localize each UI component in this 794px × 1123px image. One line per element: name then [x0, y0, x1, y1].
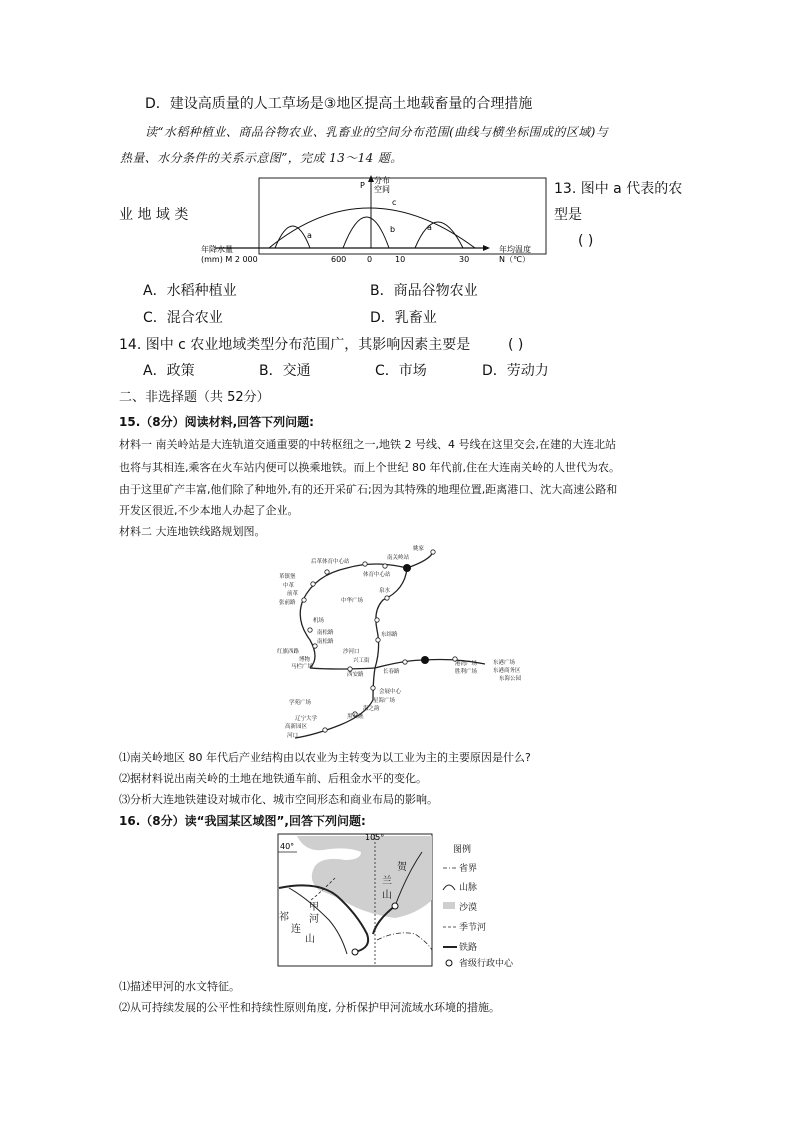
station-label: 中革 — [283, 583, 295, 589]
chart-tick-600: 600 — [331, 255, 347, 264]
lat-label: 40° — [280, 842, 295, 851]
station-dot — [348, 667, 352, 671]
station-dot — [385, 596, 389, 600]
q13-14-intro-line1: 读“水稻种植业、商品谷物农业、乳畜业的空间分布范围(曲线与横坐标围成的区域)与 — [145, 125, 609, 139]
station-dot — [308, 628, 312, 632]
q14-stem: 14. 图中 c 农业地域类型分布范围广，其影响因素主要是 — [119, 337, 471, 353]
place-label: 兰 — [382, 876, 392, 887]
q16-head: 16.（8分）读“我国某区域图”,回答下列问题: — [119, 814, 366, 828]
station-label: 机场 — [313, 618, 325, 624]
q13-stem-part1: 13. 图中 a 代表的农 — [554, 181, 683, 197]
station-label: 东港商务区 — [493, 668, 521, 674]
chart-tick-10: 10 — [395, 255, 406, 264]
station-dot — [403, 660, 407, 664]
legend-mountain-icon — [443, 885, 455, 890]
q15-question-3: ⑶分析大连地铁建设对城市化、城市空间形态和商业布局的影响。 — [119, 793, 438, 806]
q14-option-b: B．交通 — [259, 363, 311, 379]
station-label: 港湾广场 — [455, 661, 478, 667]
dalian-metro-map — [255, 540, 545, 745]
q14-option-c: C．市场 — [375, 363, 427, 379]
station-label: 姚家 — [413, 546, 425, 552]
q12-option-d: D．建设高质量的人工草场是③地区提高土地载畜量的合理措施 — [145, 96, 533, 112]
station-label: 兴工街 — [353, 658, 370, 664]
station-dot — [375, 618, 379, 622]
chart-p-label: P — [360, 181, 365, 190]
chart-right-label-2: N（℃） — [499, 255, 530, 264]
station-label: 红旗西路 — [277, 649, 300, 655]
q13-option-d: D．乳畜业 — [370, 310, 437, 326]
station-label: 沙河口 — [343, 649, 360, 655]
station-label: 辽宁大学 — [295, 716, 318, 722]
chart-tick-30: 30 — [459, 255, 470, 264]
station-dot — [376, 638, 380, 642]
station-label: 高新园区 — [285, 724, 308, 730]
station-label: 南松路 — [317, 639, 334, 645]
place-label: 贺 — [397, 862, 407, 873]
station-label: 星海广场 — [373, 698, 396, 704]
station-dot — [371, 686, 375, 690]
q13-option-c: C．混合农业 — [143, 310, 223, 326]
place-label: 山 — [305, 934, 315, 945]
station-label: 东港广场 — [493, 660, 516, 666]
station-dot — [363, 562, 367, 566]
station-dot — [383, 564, 387, 568]
legend-item: 铁路 — [459, 943, 478, 953]
station-label: 体育中心站 — [363, 572, 391, 578]
station-dot — [323, 728, 327, 732]
station-label: 东纬路 — [381, 632, 398, 638]
legend-item: 省界 — [459, 864, 478, 874]
q13-option-a: A．水稻种植业 — [143, 283, 237, 299]
q13-stem-left: 业 地 域 类 — [119, 207, 189, 223]
station-dot — [431, 550, 435, 554]
capital-lanzhou — [352, 949, 358, 955]
curve-label-c: c — [392, 198, 397, 207]
legend-item: 省级行政中心 — [459, 959, 514, 968]
q14-answer-paren: ( ) — [508, 337, 524, 353]
place-label: 连 — [291, 924, 301, 935]
metro-line-north — [407, 552, 433, 568]
station-label: 会展中心 — [379, 689, 402, 695]
station-dot — [311, 582, 315, 586]
station-label: 东海公园 — [499, 676, 522, 682]
q16-question-2: ⑵从可持续发展的公平性和持续性原则角度, 分析保护甲河流域水环境的措施。 — [119, 1001, 500, 1014]
station-label: 河口 — [287, 733, 299, 739]
curve-c — [269, 208, 475, 248]
chart-right-label-1: 年均温度 — [499, 245, 531, 254]
station-label: 张前路 — [279, 600, 296, 606]
station-interchange — [421, 656, 429, 664]
q14-option-a: A．政策 — [143, 363, 195, 379]
station-label: 南松路 — [317, 630, 334, 636]
legend-desert-swatch — [443, 902, 455, 909]
curve-label-a-right: a — [427, 223, 432, 232]
station-label: 博物 — [299, 657, 311, 663]
station-label: 长春路 — [383, 669, 400, 675]
station-label: 前革 — [287, 591, 299, 597]
station-label: 马栏广场 — [291, 664, 314, 670]
station-label: 西安路 — [347, 672, 364, 678]
q15-head: 15.（8分）阅读材料,回答下列问题: — [119, 415, 314, 429]
q13-stem-part2: 型是 — [554, 207, 582, 223]
station-label: 泉水 — [379, 588, 391, 594]
station-label: 革镇堡 — [279, 574, 296, 580]
place-label: 山 — [382, 890, 392, 901]
station-label: 黑石礁 — [347, 714, 364, 720]
q14-option-d: D．劳动力 — [482, 363, 549, 379]
q15-material1-line3: 由于这里矿产丰富,他们除了种地外,有的还开采矿石;因为其特殊的地理位置,距离港口、沈大高速公路和 — [119, 483, 618, 496]
q15-material1-line2: 也将与其相连,乘客在火车站内便可以换乘地铁。而上个世纪 80 年代前,住在大连南关岭的人世代为农。 — [119, 461, 620, 474]
q13-answer-paren: ( ) — [578, 233, 594, 249]
station-interchange — [403, 564, 411, 572]
metro-line-west-link — [310, 668, 375, 669]
station-label: 后革体育中心站 — [311, 559, 350, 565]
capital-yinchuan — [392, 903, 398, 909]
lon-label: 105° — [365, 833, 385, 842]
q15-material2: 材料二 大连地铁线路规划图。 — [119, 525, 266, 538]
chart-y-label-2: 空间 — [374, 185, 390, 194]
legend-item: 沙漠 — [459, 903, 478, 913]
q15-material1-line1: 材料一 南关岭站是大连轨道交通重要的中转枢纽之一,地铁 2 号线、4 号线在这里交会,在建的大连北站 — [119, 438, 616, 451]
q15-material1-line4: 开发区很近,不少本地人办起了企业。 — [119, 504, 299, 517]
q15-question-1: ⑴南关岭地区 80 年代后产业结构由以农业为主转变为以工业为主的主要原因是什么? — [119, 751, 531, 764]
chart-left-label-2: (mm) M 2 000 — [201, 255, 258, 264]
curve-a-left — [275, 226, 310, 248]
place-label: 河 — [309, 914, 319, 925]
legend-item: 山脉 — [459, 883, 478, 893]
legend-item: 季节河 — [459, 923, 487, 933]
station-label: 学苑广场 — [289, 700, 312, 706]
legend-title: 图例 — [453, 845, 472, 855]
farming-distribution-chart — [185, 172, 555, 268]
station-label: 南关岭站 — [387, 555, 410, 561]
curve-b — [343, 217, 389, 248]
q13-option-b: B．商品谷物农业 — [370, 283, 478, 299]
station-label: 胜利广场 — [455, 669, 478, 675]
chart-frame — [259, 178, 546, 254]
q13-14-intro-line2: 热量、水分条件的关系示意图”，完成 13～14 题。 — [120, 151, 403, 165]
legend-capital-icon — [446, 960, 452, 966]
place-label: 甲 — [309, 902, 319, 913]
chart-y-label-1: 分布 — [374, 176, 390, 185]
chart-tick-0: 0 — [367, 255, 373, 264]
section2-title: 二、非选择题（共 52分） — [119, 390, 270, 405]
station-label: 中华广场 — [341, 598, 364, 604]
station-dot — [302, 598, 306, 602]
q15-question-2: ⑵据材料说出南关岭的土地在地铁通车前、后租金水平的变化。 — [119, 772, 427, 785]
curve-label-b: b — [390, 225, 396, 234]
q16-question-1: ⑴描述甲河的水文特征。 — [119, 980, 240, 993]
curve-label-a-left: a — [307, 231, 312, 240]
place-label: 祁 — [279, 912, 289, 923]
station-dot — [325, 570, 329, 574]
x-axis-arrow — [483, 245, 490, 251]
station-label: 海之韵 — [363, 706, 380, 712]
region-map — [277, 830, 517, 968]
chart-left-label-1: 年降水量 — [201, 245, 233, 254]
